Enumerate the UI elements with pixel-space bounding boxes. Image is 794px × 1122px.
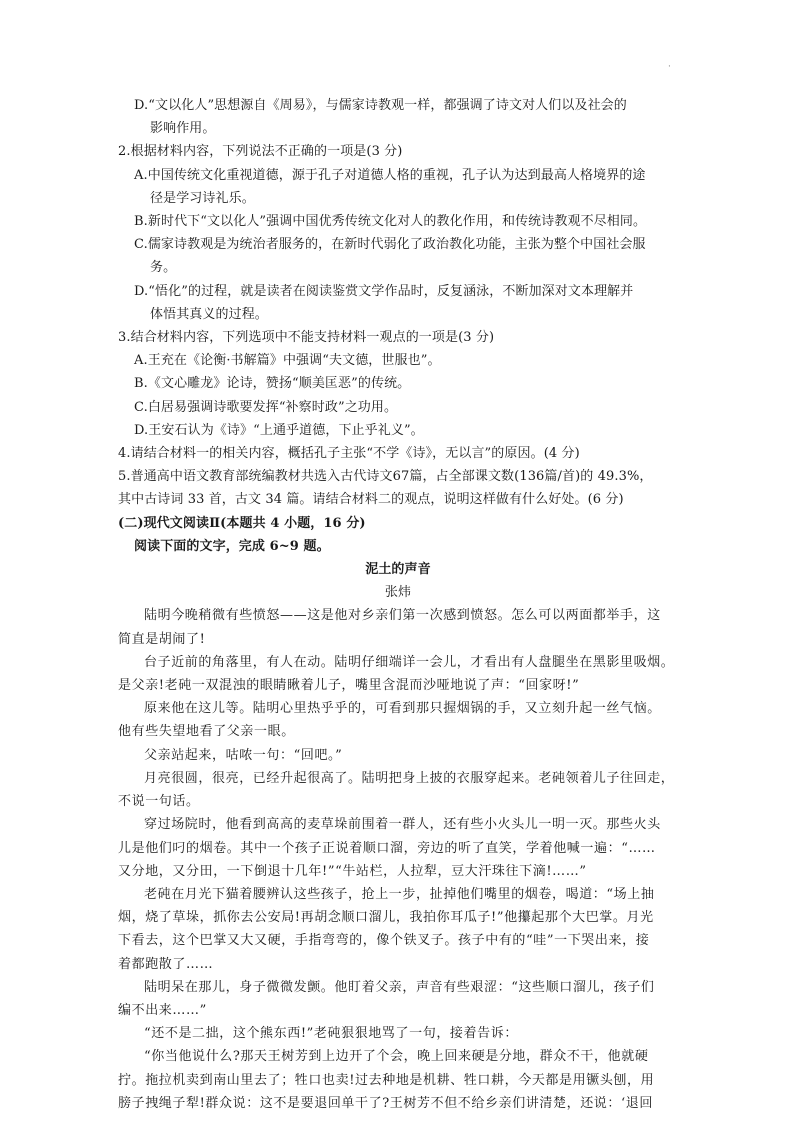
story-paragraph-cont: 烟，烧了草垛，抓你去公安局!再胡念顺口溜儿，我拍你耳瓜子!”他攥起那个大巴掌。月光 (118, 910, 654, 926)
story-paragraph: 陆明今晚稍微有些愤怒——这是他对乡亲们第一次感到愤怒。怎么可以两面都举手，这 (144, 608, 661, 624)
story-paragraph-cont: 膀子拽绳子犁!群众说：这不是要退回单干了?王树芳不但不给乡亲们讲清楚，还说：‘退回 (118, 1095, 653, 1111)
story-paragraph: “你当他说什么?那天王树芳到上边开了个会，晚上回来硬是分地，群众不干，他就硬 (144, 1049, 649, 1065)
q1-option-d: D.“文以化人”思想源自《周易》，与儒家诗教观一样，都强调了诗文对人们以及社会的 (134, 98, 627, 113)
q5-stem-cont: 其中古诗词 33 首，古文 34 篇。请结合材料二的观点，说明这样做有什么好处。(6 分) (118, 492, 624, 508)
q2-option-a-cont: 径是学习诗礼乐。 (150, 190, 255, 206)
q3-option-d: D.王安石认为《诗》“上通乎道德，下止乎礼义”。 (134, 422, 424, 438)
story-paragraph-cont: 编不出来……” (118, 1002, 207, 1018)
story-paragraph-cont: 不说一句话。 (118, 794, 200, 810)
corner-mark: · (668, 62, 671, 72)
story-paragraph: 月亮很圆，很亮，已经升起很高了。陆明把身上披的衣服穿起来。老砘领着儿子往回走， (144, 770, 675, 786)
story-paragraph-cont: 简直是胡闹了! (118, 631, 206, 647)
q2-option-d: D.“悟化”的过程，就是读者在阅读鉴赏文学作品时，反复涵泳，不断加深对文本理解并 (134, 283, 634, 299)
q1-option-d-cont: 影响作用。 (150, 121, 216, 137)
story-paragraph-cont: 儿是他们叼的烟卷。其中一个孩子正说着顺口溜，旁边的听了直笑，学着他喊一遍：“…… (118, 840, 656, 856)
story-paragraph: 父亲站起来，咕哝一句：“回吧。” (144, 747, 343, 763)
section-heading: (二)现代文阅读Ⅱ(本题共 4 小题，16 分) (118, 515, 366, 531)
story-paragraph: 陆明呆在那儿，身子微微发颤。他盯着父亲，声音有些艰涩：“这些顺口溜儿，孩子们 (144, 979, 655, 995)
story-paragraph: 老砘在月光下猫着腰辨认这些孩子，抢上一步，扯掉他们嘴里的烟卷，喝道：“场上抽 (144, 886, 655, 902)
story-title: 泥土的声音 (365, 562, 431, 578)
page-content (118, 94, 678, 1115)
q3-stem: 3.结合材料内容，下列选项中不能支持材料一观点的一项是(3 分) (118, 330, 495, 346)
q2-option-b: B.新时代下“文以化人”强调中国优秀传统文化对人的教化作用，和传统诗教观不尽相同。 (134, 214, 647, 230)
q2-option-a: A.中国传统文化重视道德，源于孔子对道德人格的重视，孔子认为达到最高人格境界的途 (134, 167, 646, 183)
q2-option-c: C.儒家诗教观是为统治者服务的，在新时代弱化了政治教化功能，主张为整个中国社会服 (134, 237, 646, 253)
story-paragraph-cont: 是父亲!老砘一双混浊的眼睛瞅着儿子，嘴里含混而沙哑地说了声：“回家呀!” (118, 678, 580, 694)
q2-option-d-cont: 体悟其真义的过程。 (150, 306, 268, 322)
q5-stem: 5.普通高中语文教育部统编教材共选入古代诗文67篇，占全部课文数(136篇/首)的 49.3%， (118, 469, 653, 485)
story-author: 张炜 (384, 585, 412, 601)
story-paragraph: 穿过场院时，他看到高高的麦草垛前围着一群人，还有些小火头儿一明一灭。那些火头 (144, 817, 661, 833)
story-paragraph-cont: 又分地，又分田，一下倒退十几年!”“牛站栏，人拉犁，豆大汗珠往下滴!……” (118, 863, 587, 879)
story-paragraph-cont: 着都跑散了…… (118, 956, 214, 972)
q2-stem: 2.根据材料内容，下列说法不正确的一项是(3 分) (118, 144, 403, 160)
story-paragraph-cont: 下看去，这个巴掌又大又硬，手指弯弯的，像个铁叉子。孩子中有的“哇”一下哭出来，接 (118, 933, 650, 949)
story-paragraph: 原来他在这儿等。陆明心里热乎乎的，可看到那只握烟锅的手，又立刻升起一丝气恼。 (144, 701, 661, 717)
story-paragraph: “还不是二拙，这个熊东西!”老砘狠狠地骂了一句，接着告诉： (144, 1026, 518, 1042)
story-paragraph: 台子近前的角落里，有人在动。陆明仔细端详一会儿，才看出有人盘腿坐在黑影里吸烟。 (144, 654, 675, 670)
q3-option-a: A.王充在《论衡·书解篇》中强调“夫文德，世服也”。 (134, 353, 441, 369)
q3-option-b: B.《文心雕龙》论诗，赞扬“顺美匡恶”的传统。 (134, 376, 411, 392)
section-instruction: 阅读下面的文字，完成 6~9 题。 (134, 538, 330, 554)
q3-option-c: C.白居易强调诗歌要发挥“补察时政”之功用。 (134, 399, 398, 415)
story-paragraph-cont: 拧。拖拉机卖到南山里去了；牲口也卖!过去种地是机耕、牲口耕，今天都是用镢头刨，用 (118, 1072, 655, 1088)
q2-option-c-cont: 务。 (150, 260, 177, 276)
q4-stem: 4.请结合材料一的相关内容，概括孔子主张“不学《诗》，无以言”的原因。(4 分) (118, 446, 580, 462)
story-paragraph-cont: 他有些失望地看了父亲一眼。 (118, 724, 295, 740)
